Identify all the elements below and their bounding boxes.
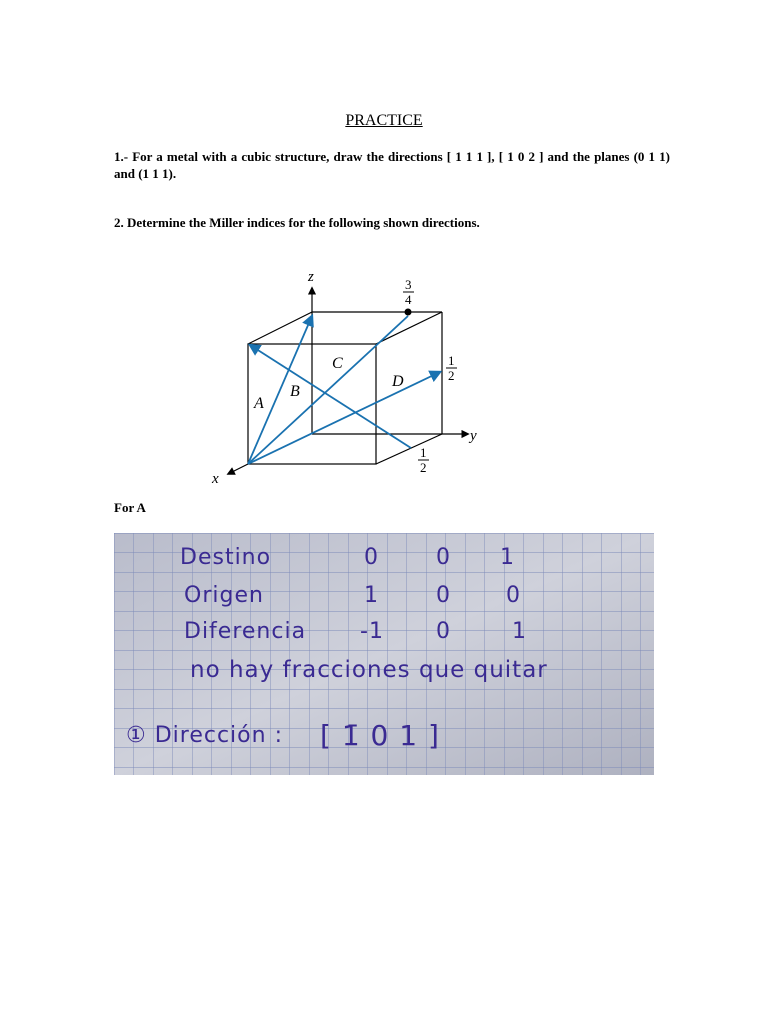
row2-value-2: 0 <box>436 583 451 608</box>
fraction-top-denominator: 4 <box>405 292 412 307</box>
row2-value-1: 1 <box>364 583 379 608</box>
direction-d-arrow <box>248 372 440 464</box>
row1-value-3: 1 <box>500 545 515 570</box>
fraction-right-denominator: 2 <box>448 368 455 383</box>
direction-a-label: A <box>254 395 264 412</box>
x-axis <box>228 464 248 474</box>
fraction-bottom-denominator: 2 <box>420 460 427 475</box>
y-axis-label: y <box>470 428 477 444</box>
direction-a-arrow <box>248 316 312 464</box>
for-a-label: For A <box>114 500 146 515</box>
direction-c-label: C <box>332 355 343 372</box>
question-1: 1.- For a metal with a cubic structure, draw the directions [ 1 1 1 ], [ 1 0 2 ] and the planes (0 1 1) and (1 1 1). <box>114 149 670 181</box>
row1-label: Destino <box>180 545 272 570</box>
page-title: PRACTICE <box>345 112 423 129</box>
cube-direction-figure <box>206 262 481 492</box>
row3-value-3: 1 <box>512 619 527 644</box>
direction-result-value: [ 1̄ 0 1 ] <box>320 719 440 752</box>
row3-value-1: -1 <box>360 619 384 644</box>
row1-value-1: 0 <box>364 545 379 570</box>
direction-result-label: ① Dirección : <box>126 723 283 748</box>
direction-b-label: B <box>290 383 300 400</box>
x-axis-label: x <box>212 471 219 487</box>
z-axis-label: z <box>308 269 314 285</box>
question-2: 2. Determine the Miller indices for the following shown directions. <box>114 215 480 230</box>
fraction-right-numerator: 1 <box>448 353 455 368</box>
fraction-top-numerator: 3 <box>405 277 412 292</box>
handwritten-note: no hay fracciones que quitar <box>190 657 548 683</box>
row3-label: Diferencia <box>184 619 307 644</box>
row1-value-2: 0 <box>436 545 451 570</box>
row3-value-2: 0 <box>436 619 451 644</box>
handwritten-solution-photo <box>114 533 654 775</box>
fraction-bottom-numerator: 1 <box>420 445 427 460</box>
row2-value-3: 0 <box>506 583 521 608</box>
row2-label: Origen <box>184 583 264 608</box>
cube-edge <box>376 434 442 464</box>
direction-b-arrow <box>248 316 408 464</box>
direction-d-label: D <box>392 373 404 390</box>
point-three-quarter <box>405 309 412 316</box>
cube-edge <box>376 312 442 344</box>
